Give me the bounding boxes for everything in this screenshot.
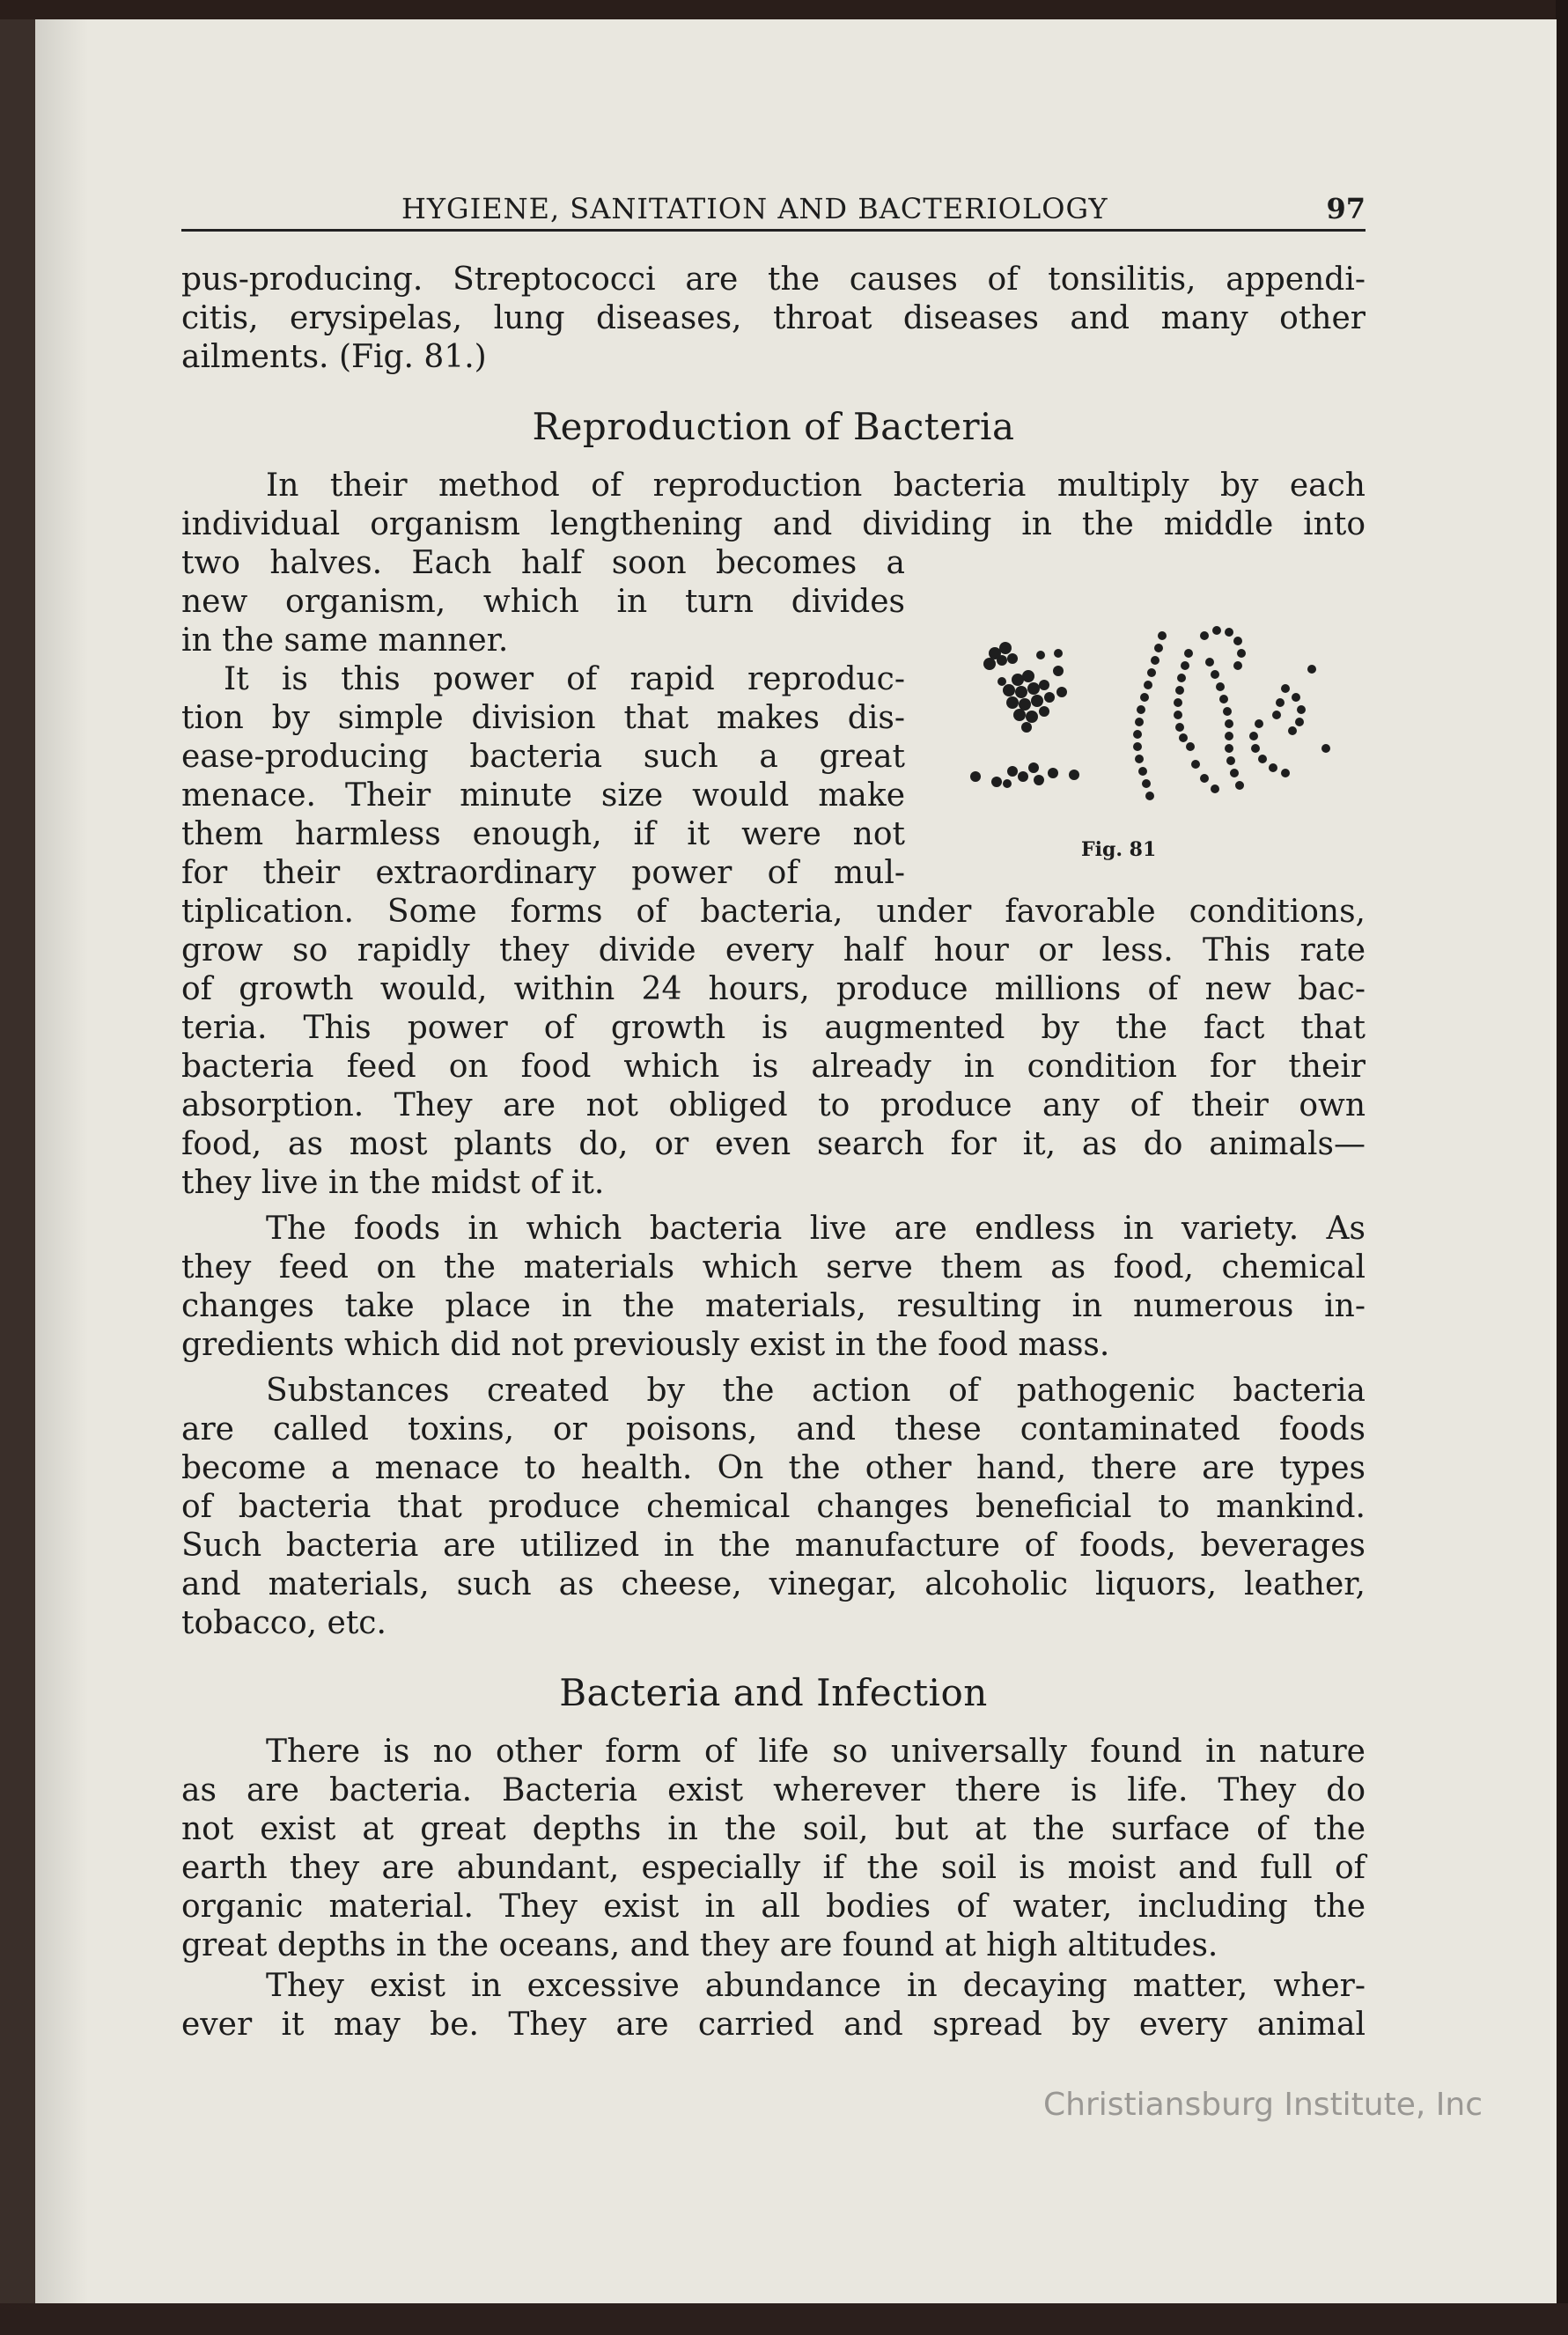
gutter-shadow [35, 19, 88, 2303]
page-header [181, 178, 1366, 232]
text-line: ease-producing bacteria such a great [181, 739, 905, 775]
text-line: two halves. Each half soon becomes a [181, 545, 905, 581]
book-page [35, 19, 1557, 2303]
text-line: for their extraordinary power of mul- [181, 855, 905, 891]
bacteria-micrograph-icon [924, 618, 1373, 829]
right-edge [1556, 0, 1568, 2335]
page-number: 97 [1326, 192, 1366, 225]
text-line: of bacteria that produce chemical changes beneficial to mankind. [181, 1489, 1366, 1525]
figure-caption: Fig. 81 [1081, 838, 1157, 861]
text-line: of growth would, within 24 hours, produce millions of new bac- [181, 971, 1366, 1007]
text-line: are called toxins, or poisons, and these contaminated foods [181, 1411, 1366, 1447]
text-line: There is no other form of life so universally found in nature [266, 1734, 1366, 1770]
text-line: in the same manner. [181, 622, 509, 659]
text-line: citis, erysipelas, lung diseases, throat diseases and many other [181, 300, 1366, 336]
text-line: as are bacteria. Bacteria exist wherever there is life. They do [181, 1772, 1366, 1808]
text-line: organic material. They exist in all bodies of water, including the [181, 1889, 1366, 1925]
section-heading-infection: Bacteria and Infection [559, 1671, 988, 1714]
text-line: ever it may be. They are carried and spread by every animal [181, 2007, 1366, 2043]
text-line: they live in the midst of it. [181, 1165, 605, 1201]
text-line: In their method of reproduction bacteria multiply by each [266, 468, 1366, 504]
text-line: they feed on the materials which serve them as food, chemical [181, 1249, 1366, 1285]
text-line: It is this power of rapid reproduc- [224, 661, 905, 697]
text-line: become a menace to health. On the other hand, there are types [181, 1450, 1366, 1486]
text-line: great depths in the oceans, and they are found at high altitudes. [181, 1927, 1218, 1963]
text-line: changes take place in the materials, resulting in numerous in- [181, 1288, 1366, 1324]
top-edge [0, 0, 1568, 19]
text-line: teria. This power of growth is augmented by the fact that [181, 1010, 1366, 1046]
text-line: absorption. They are not obliged to produce any of their own [181, 1087, 1366, 1123]
running-head: HYGIENE, SANITATION AND BACTERIOLOGY [401, 192, 1108, 225]
section-heading-reproduction: Reproduction of Bacteria [532, 405, 1015, 448]
text-line: tion by simple division that makes dis- [181, 700, 905, 736]
text-line: They exist in excessive abundance in decaying matter, wher- [266, 1968, 1366, 2004]
text-line: individual organism lengthening and dividing in the middle into [181, 506, 1366, 542]
text-line: menace. Their minute size would make [181, 777, 905, 814]
text-line: Substances created by the action of pathogenic bacteria [266, 1373, 1366, 1409]
text-line: ailments. (Fig. 81.) [181, 339, 487, 375]
text-line: bacteria feed on food which is already in condition for their [181, 1049, 1366, 1085]
text-line: and materials, such as cheese, vinegar, alcoholic liquors, leather, [181, 1566, 1366, 1602]
text-line: food, as most plants do, or even search for it, as do animals— [181, 1126, 1366, 1162]
text-line: earth they are abundant, especially if the soil is moist and full of [181, 1850, 1366, 1886]
text-line: not exist at great depths in the soil, but at the surface of the [181, 1811, 1366, 1847]
text-line: tiplication. Some forms of bacteria, under favorable conditions, [181, 894, 1366, 930]
text-line: grow so rapidly they divide every half hour or less. This rate [181, 932, 1366, 969]
text-line: Such bacteria are utilized in the manufacture of foods, beverages [181, 1528, 1366, 1564]
bottom-edge [0, 2303, 1568, 2335]
text-line: them harmless enough, if it were not [181, 816, 905, 852]
watermark: Christiansburg Institute, Inc [1042, 2087, 1483, 2123]
text-line: gredients which did not previously exist in the food mass. [181, 1327, 1110, 1363]
text-line: pus-producing. Streptococci are the causes of tonsilitis, appendi- [181, 261, 1366, 298]
text-line: new organism, which in turn divides [181, 584, 905, 620]
text-line: tobacco, etc. [181, 1605, 386, 1641]
text-line: The foods in which bacteria live are endless in variety. As [266, 1211, 1366, 1247]
